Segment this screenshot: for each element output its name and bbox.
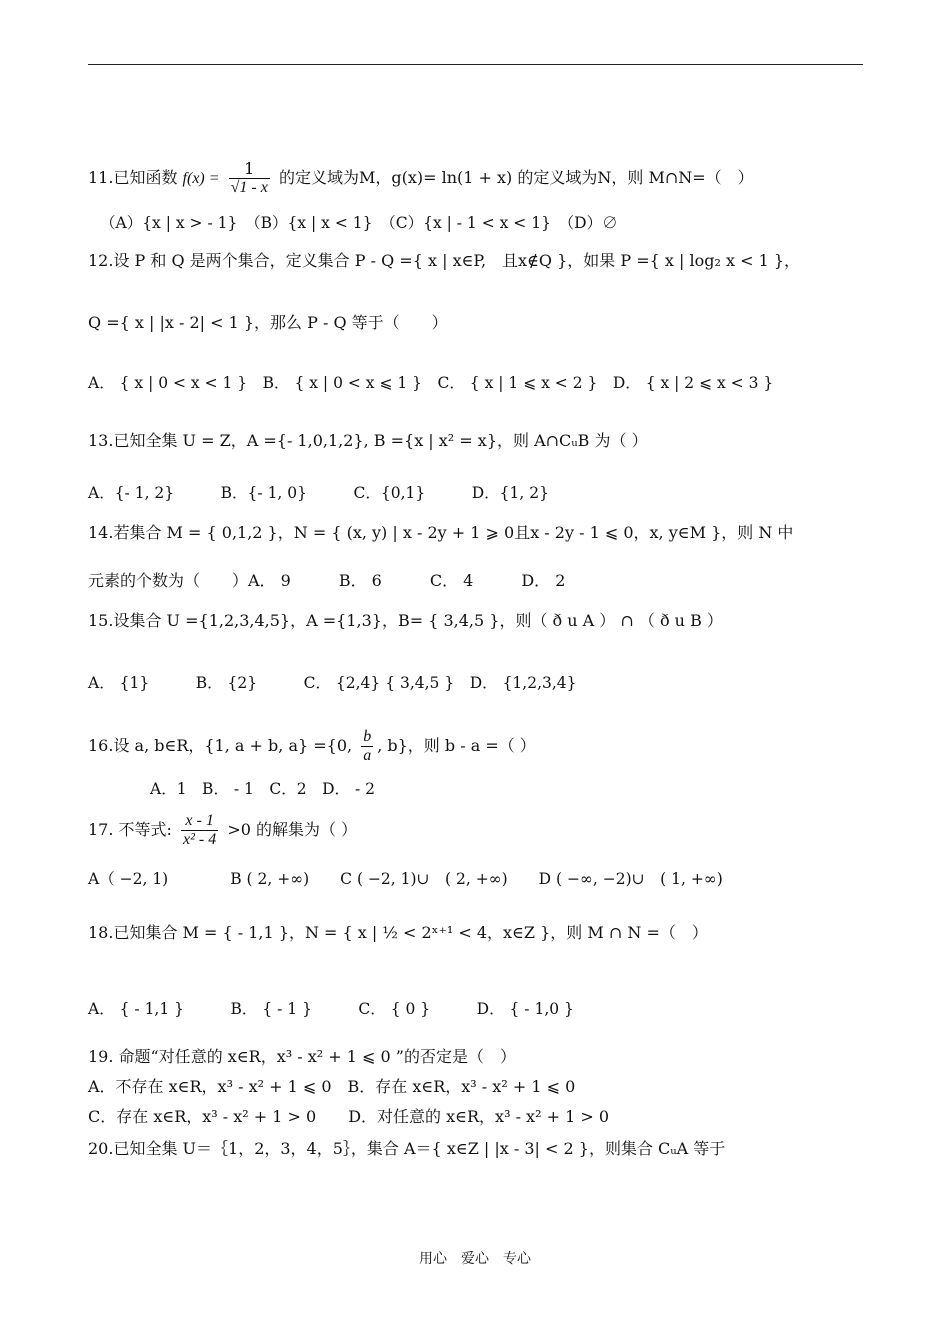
question-16-stem [88,728,868,765]
question-12-line2: Q ={ x | |x - 2| < 1 }，那么 P - Q 等于（ ） [88,313,448,332]
question-15-options: A． {1} B． {2} C． {2,4} { 3,4,5 } D． {1,2,3,4} [88,674,577,692]
q16-text-b: , b}，则 b - a =（ ） [377,736,536,755]
header-rule [88,64,863,65]
q11-frac-num: 1 [229,160,270,179]
q17-text-a: 17. 不等式: [88,820,178,839]
question-18-options: A． { - 1,1 } B． { - 1 } C． { 0 } D． { - 1,0 } [88,1000,574,1018]
question-15-line1: 15.设集合 U ={1,2,3,4,5}，A ={1,3}，B= { 3,4,5 }，则（ ð u A ） ∩ （ ð u B ） [88,611,723,630]
question-17-stem [88,812,868,849]
q11-func-lhs: f(x) = [182,170,220,187]
q17-frac-num: x - 1 [181,812,218,831]
question-13-options: A．{- 1, 2} B．{- 1, 0} C．{0,1} D．{1, 2} [88,484,549,502]
question-11-stem [88,160,868,197]
question-11-options: （A）{x | x > - 1} （B）{x | x < 1} （C）{x | - 1 < x < 1} （D）∅ [100,214,618,232]
q11-frac-den: √1 - x [230,179,268,196]
q16-frac-den: a [363,747,372,764]
question-17-options: A（ −2, 1) B ( 2, +∞) C ( −2, 1)∪ ( 2, +∞) D ( −∞, −2)∪ ( 1, +∞) [88,870,723,888]
question-16-options: A．1 B． - 1 C．2 D． - 2 [150,780,376,798]
question-18-line1: 18.已知集合 M = { - 1,1 }，N = { x | ½ < 2ˣ⁺¹ < 4，x∈Z }，则 M ∩ N =（ ） [88,923,708,942]
q11-text-a: 11.已知函数 [88,168,183,187]
question-19-line1: 19. 命题“对任意的 x∈R，x³ - x² + 1 ⩽ 0 ”的否定是（ ） [88,1047,516,1066]
question-20-line1: 20.已知全集 U＝｛1，2，3，4，5｝，集合 A＝{ x∈Z | |x - 3| < 2 }，则集合 CᵤA 等于 [88,1139,726,1158]
question-14-line2: 元素的个数为（ ）A． 9 B． 6 C． 4 D． 2 [88,571,566,590]
q11-text-b: 的定义域为M，g(x)= ln(1 + x) 的定义域为N，则 M∩N=（ ） [278,168,754,187]
q17-frac-den: x² - 4 [183,831,217,848]
question-19-line3: C．存在 x∈R，x³ - x² + 1 > 0 D．对任意的 x∈R，x³ - x² + 1 > 0 [88,1107,610,1126]
page-footer: 用心 爱心 专心 [419,1251,531,1267]
q16-text-a: 16.设 a, b∈R，{1, a + b, a} ={0, [88,736,358,755]
q16-fraction [361,728,373,765]
question-13-line1: 13.已知全集 U = Z，A ={- 1,0,1,2}, B ={x | x² = x}，则 A∩CᵤB 为（ ） [88,431,648,450]
question-12-options: A． { x | 0 < x < 1 } B． { x | 0 < x ⩽ 1 } C． { x | 1 ⩽ x < 2 } D． { x | 2 ⩽ x < 3 } [88,374,774,392]
q17-fraction [181,812,218,849]
question-19-line2: A．不存在 x∈R，x³ - x² + 1 ⩽ 0 B．存在 x∈R，x³ - x² + 1 ⩽ 0 [88,1077,576,1096]
q11-fraction [229,160,270,197]
q16-frac-num: b [363,728,372,745]
q17-text-b: >0 的解集为（ ） [222,820,358,839]
question-14-line1: 14.若集合 M = { 0,1,2 }，N = { (x, y) | x - 2y + 1 ⩾ 0且x - 2y - 1 ⩽ 0，x, y∈M }，则 N 中 [88,523,794,542]
question-12-line1: 12.设 P 和 Q 是两个集合，定义集合 P - Q ={ x | x∈P, 且x∉Q }，如果 P ={ x | log₂ x < 1 }， [88,251,801,270]
